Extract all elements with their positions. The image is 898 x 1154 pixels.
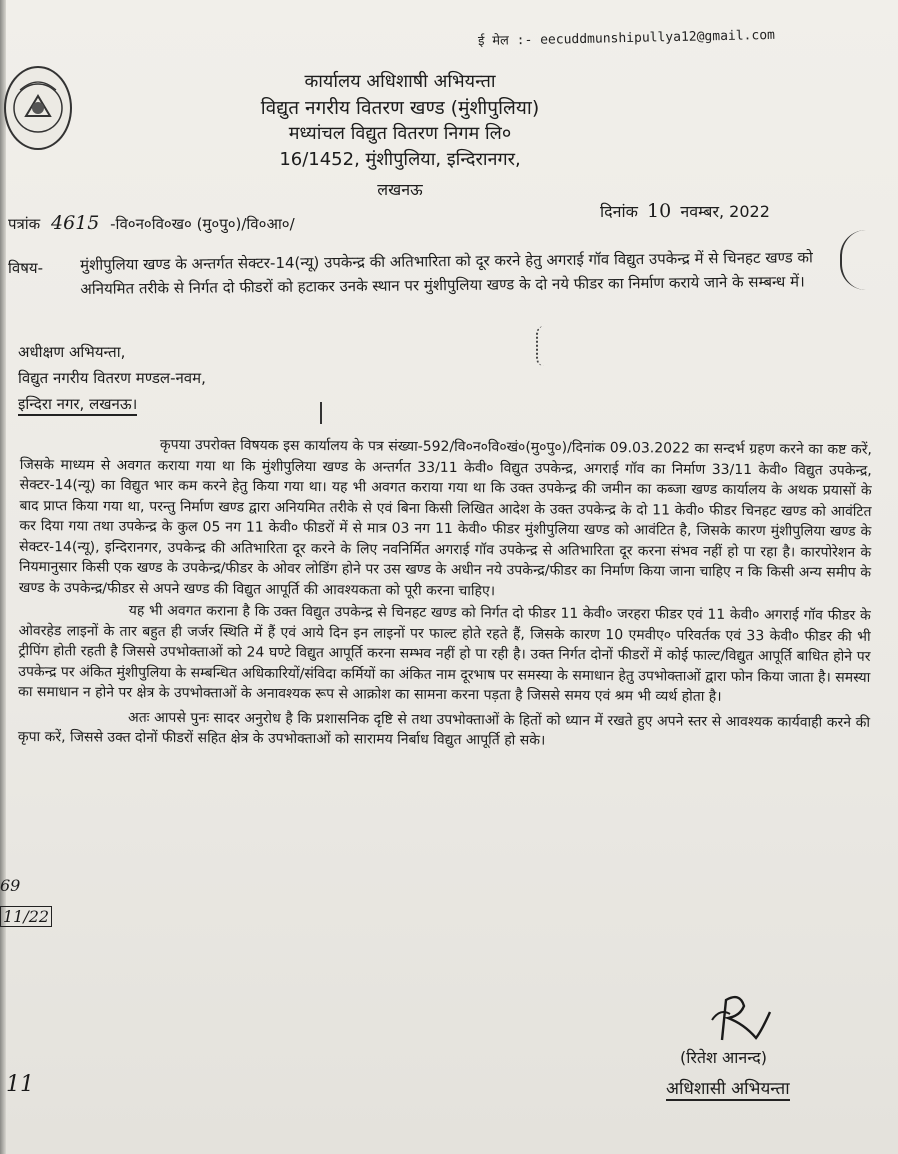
subject-text: मुंशीपुलिया खण्ड के अन्तर्गत सेक्टर-14(न्यू) उपकेन्द्र की अतिभारिता को दूर करने हेतु अगराई गॉव विद्युत उपकेन्द्र में से चिनहट खण्ड को अनियमित तरीके से निर्गत दो फीडरों को हटाकर उनके स्थान पर मुंशीपुलिया खण्ड के दो नये फीडर का निर्माण कराये जाने के सम्बन्ध में। xyxy=(80,248,813,298)
handwritten-signature xyxy=(700,990,790,1050)
date-month-year: नवम्बर, 2022 xyxy=(680,202,770,221)
reference-label: पत्रांक xyxy=(8,215,41,233)
division-name: विद्युत नगरीय वितरण खण्ड (मुंशीपुलिया) xyxy=(260,97,540,119)
office-address: 16/1452, मुंशीपुलिया, इन्दिरानगर, xyxy=(279,149,521,170)
body-paragraph-3: अतः आपसे पुनः सादर अनुरोध है कि प्रशासनिक दृष्टि से तथा उपभोक्ताओं के हितों को ध्यान में रखते हुए अपने स्तर से आवश्यक कार्यवाही करने की कृपा करें, जिससे उक्त दोनों फीडरों सहित क्षेत्र के उपभोक्ताओं को सारामय निर्बाध विद्युत आपूर्ति हो सके। xyxy=(17,709,871,749)
signatory-name: (रितेश आनन्द) xyxy=(680,1048,767,1067)
pen-tick-mark xyxy=(320,402,322,424)
margin-note-2: 11/22 xyxy=(0,906,52,927)
margin-note-3: 11 xyxy=(6,1072,34,1097)
signatory-title: अधिशासी अभियन्ता xyxy=(666,1076,790,1101)
body-paragraph-1: कृपया उपरोक्त विषयक इस कार्यालय के पत्र संख्या-592/वि०न०वि०खं०(मु०पु०)/दिनांक 09.03.2022 का सन्दर्भ ग्रहण करने का कष्ट करें, जिसके माध्यम से अवगत कराया गया था कि मुंशीपुलिया खण्ड के अन्तर्गत 33/11 केवी० विद्युत उपकेन्द्र, अगराई गॉव का निर्माण 33/11 केवी० विद्युत उपकेन्द्र, सेक्टर-14(न्यू) का विद्युत भार कम करने हेतु किया गया था। यह भी अवगत कराया गया था कि उक्त उपकेन्द्र की जमीन का कब्जा खण्ड कार्यालय के अथक प्रयासों के बाद प्राप्त किया गया था, परन्तु निर्माण खण्ड द्वारा अनियमित तरीके से एवं बिना किसी लिखित आदेश के उक्त उपकेन्द्र के दो 11 केवी० फीडर चिनहट खण्ड को आवंटित कर दिया गया तथा उपकेन्द्र के कुल 05 नग 11 केवी० फीडरों में से मात्र 03 नग 11 केवी० फीडर मुंशीपुलिया खण्ड को आवंटित है, जिसके कारण मुंशीपुलिया खण्ड के सेक्टर-14(न्यू), इन्दिरानगर, उपकेन्द्र की अतिभारिता दूर करने के लिए नवनिर्मित अगराई गॉव उपकेन्द्र से अतिभारिता दूर करना संभव नहीं हो पा रहा है। कारपोरेशन के नियमानुसार किसी एक खण्ड के उपकेन्द्र/फीडर के ओवर लोडिंग होने पर उस खण्ड के अधीन नये उपकेन्द्र/फीडर का निर्माण किया जाना चाहिए न कि किसी अन्य समीप के खण्ड के उपकेन्द्र/फीडर से अपने खण्ड की विद्युत आपूर्ति की आवश्यकता को पूरी करना चाहिए। xyxy=(18,436,872,599)
pen-curve-mark xyxy=(536,326,552,366)
margin-note-1: 69 xyxy=(0,876,21,895)
office-city: लखनऊ xyxy=(377,180,423,199)
email-address: ई मेल :- eecuddmunshipullya12@gmail.com xyxy=(477,27,776,50)
subject-label: विषय- xyxy=(8,259,44,277)
date-day: 10 xyxy=(647,200,672,222)
reference-number: 4615 xyxy=(51,212,100,234)
addressee-designation: अधीक्षण अभियन्ता, xyxy=(18,343,126,361)
office-title: कार्यालय अधिशाषी अभियन्ता xyxy=(304,71,496,92)
date-line xyxy=(600,200,770,222)
letter-body xyxy=(18,434,872,755)
addressee-office: विद्युत नगरीय वितरण मण्डल-नवम, xyxy=(18,369,206,387)
page-edge-shadow xyxy=(0,0,6,1154)
addressee-city: इन्दिरा नगर, लखनऊ। xyxy=(18,394,137,416)
reference-code: -वि०न०वि०ख० (मु०पु०)/वि०आ०/ xyxy=(110,215,295,233)
reference-line xyxy=(8,212,295,234)
date-label: दिनांक xyxy=(600,202,638,221)
body-paragraph-2: यह भी अवगत कराना है कि उक्त विद्युत उपकेन्द्र से चिनहट खण्ड को निर्गत दो फीडर 11 केवी० जरहरा फीडर एवं 11 केवी० अगराई गॉव फीडर के ओवरहेड लाइनों के तार बहुत ही जर्जर स्थिति में हैं एवं आये दिन इन लाइनों पर फाल्ट होते रहते हैं, जिसके कारण 10 एमवीए० परिवर्तक एवं 33 केवी० फीडर की भी ट्रीपिंग होती रहती है जिससे उपभोक्ताओं को 24 घण्टे विद्युत आपूर्ति करना सम्भव नहीं हो पा रही है। उक्त निर्गत दोनों फीडरों में कोई फाल्ट/विद्युत आपूर्ति बाधित होने पर उपकेन्द्र पर अंकित मुंशीपुलिया के सम्बन्धित अधिकारियों/संविदा कर्मियों का अंकित नाम दूरभाष पर समस्या के समाधान हेतु उपभोक्ताओं द्वारा फोन किया जाता है। समस्या का समाधान न होने पर क्षेत्र के उपभोक्ताओं के अनावश्यक रूप से आक्रोश का सामना करना पड़ता है जिससे समय एवं श्रम भी व्यर्थ होता है। xyxy=(18,602,871,705)
corporation-name: मध्यांचल विद्युत वितरण निगम लि० xyxy=(288,123,512,144)
department-seal-logo xyxy=(4,66,72,150)
